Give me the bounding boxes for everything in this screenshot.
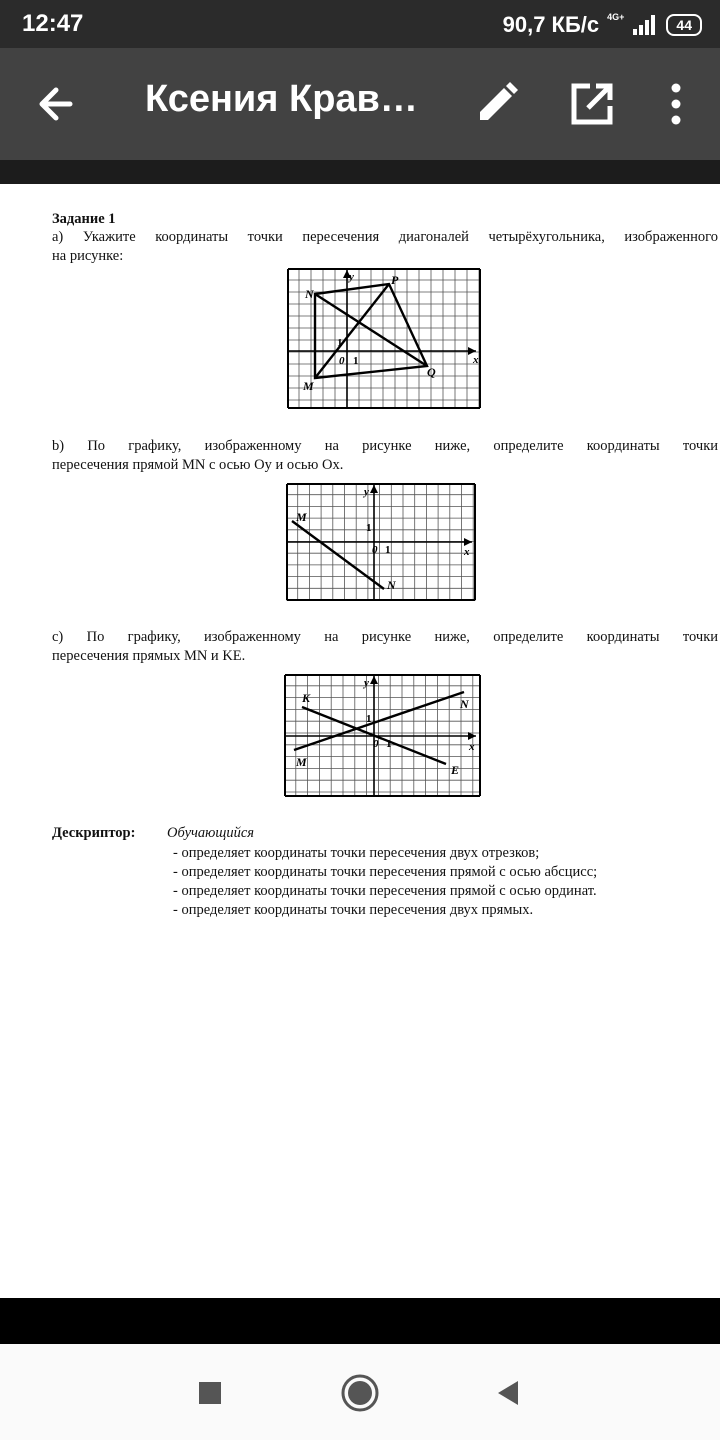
figure-c-axis-x-label: x	[469, 741, 475, 753]
part-a-line2: на рисунке:	[52, 248, 124, 264]
battery-indicator: 44	[666, 14, 702, 36]
figure-c-label-e: E	[451, 763, 460, 777]
part-c-line2: пересечения прямых MN и KE.	[52, 648, 246, 664]
figure-a-origin: 0	[339, 355, 345, 367]
figure-b-line-mn	[286, 483, 478, 603]
network-speed: 90,7 КБ/с	[502, 12, 600, 37]
figure-c-label-k: K	[302, 691, 311, 705]
system-nav-bar	[0, 1344, 720, 1440]
toolbar-shadow	[0, 160, 720, 184]
figure-b-axis-x-label: x	[464, 546, 470, 558]
figure-b-y-arrow	[370, 485, 378, 493]
figure-c-axis-y-label: y	[364, 677, 369, 689]
figure-a-unit-y: 1	[337, 337, 343, 349]
part-b-line1: b) По графику, изображенному на рисунке ниже, определите координаты точки	[52, 438, 718, 454]
task-title: Задание 1	[52, 211, 116, 227]
figure-b-unit-y: 1	[366, 522, 372, 534]
more-vert-icon[interactable]	[650, 78, 702, 130]
document-page	[0, 184, 720, 1298]
figure-b-label-n: N	[387, 578, 396, 592]
figure-b-x-arrow	[464, 538, 472, 546]
figure-c-origin: 0	[373, 738, 379, 750]
figure-a-label-p: P	[391, 273, 399, 287]
status-time: 12:47	[22, 10, 84, 37]
descriptor-item-3: - определяет координаты точки пересечения прямой с осью ординат.	[173, 883, 597, 899]
edit-pencil-icon[interactable]	[470, 78, 522, 130]
part-b-line2: пересечения прямой MN с осью Oy и осью Ox.	[52, 457, 344, 473]
status-indicators	[503, 10, 702, 40]
home-icon[interactable]	[335, 1368, 385, 1418]
figure-c-unit-x: 1	[386, 738, 392, 750]
descriptor-item-4: - определяет координаты точки пересечения двух прямых.	[173, 902, 534, 918]
figure-c-unit-y: 1	[366, 713, 372, 725]
descriptor-item-2: - определяет координаты точки пересечения прямой с осью абсцисс;	[173, 864, 598, 880]
figure-c-label-n: N	[460, 697, 469, 711]
network-type: 4G+	[607, 12, 625, 22]
back-triangle-icon[interactable]	[485, 1368, 535, 1418]
figure-a-label-q: Q	[427, 365, 436, 379]
open-external-icon[interactable]	[566, 78, 618, 130]
figure-c-y-arrow	[370, 676, 378, 684]
status-bar	[0, 0, 720, 48]
part-c-line1: c) По графику, изображенному на рисунке ниже, определите координаты точки	[52, 629, 718, 645]
descriptor-subject: Обучающийся	[167, 825, 255, 841]
signal-icon	[632, 15, 658, 35]
descriptor-item-1: - определяет координаты точки пересечения двух отрезков;	[173, 845, 540, 861]
back-arrow-icon[interactable]	[30, 78, 82, 130]
recent-apps-icon[interactable]	[185, 1368, 235, 1418]
app-bar	[0, 48, 720, 160]
figure-a-label-m: M	[303, 379, 314, 393]
part-a-line1: а) Укажите координаты точки пересечения диагоналей четырёхугольника, изображенного	[52, 229, 718, 245]
descriptor-label: Дескриптор:	[52, 825, 136, 841]
figure-a-label-n: N	[305, 287, 314, 301]
figure-b-unit-x: 1	[385, 544, 391, 556]
app-title: Ксения Крав…	[145, 78, 418, 120]
figure-a-quadrilateral	[287, 268, 483, 410]
figure-c-label-m: M	[296, 755, 307, 769]
bottom-black-bar	[0, 1298, 720, 1344]
figure-a-unit-x: 1	[353, 355, 359, 367]
figure-c-lines-mn-ke	[284, 674, 482, 798]
figure-a-axis-x-label: x	[473, 354, 479, 366]
figure-b-origin: 0	[372, 544, 378, 556]
figure-b-axis-y-label: y	[364, 486, 369, 498]
figure-a-axis-y-label: y	[349, 271, 354, 283]
figure-b-label-m: M	[296, 510, 307, 524]
